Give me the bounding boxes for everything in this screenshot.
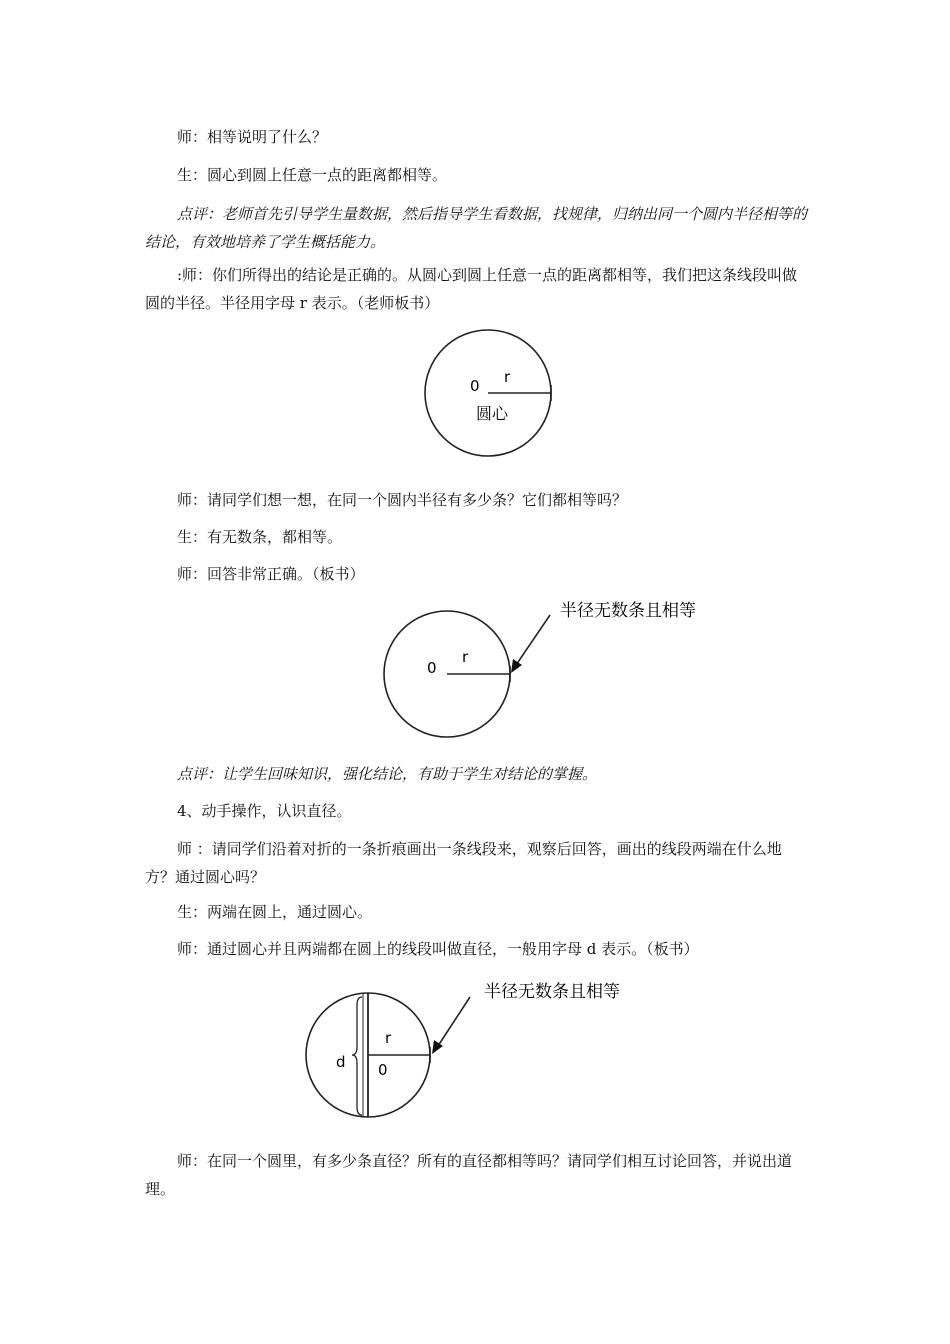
dialogue-student-3: 生：两端在圆上，通过圆心。 xyxy=(177,903,373,921)
radius-label: r xyxy=(504,368,511,386)
dialogue-teacher-1: 师：相等说明了什么？ xyxy=(177,128,328,146)
center-caption: 圆心 xyxy=(476,404,509,423)
circle-radius-figure xyxy=(420,325,560,465)
circle-radii-annotation-figure xyxy=(380,590,740,750)
center-label: 0 xyxy=(470,377,480,395)
radius-label: r xyxy=(462,648,469,666)
radius-label: r xyxy=(385,1029,392,1047)
dialogue-teacher-5: 师 ：请同学们沿着对折的一条折痕画出一条线段来，观察后回答，画出的线段两端在什么地方？通过圆心吗？ xyxy=(145,840,782,886)
center-label: 0 xyxy=(378,1061,388,1079)
annotation-text: 半径无数条且相等 xyxy=(484,982,620,1002)
dialogue-teacher-2: :师：你们所得出的结论是正确的。从圆心到圆上任意一点的距离都相等，我们把这条线段叫做圆的半径。半径用字母 r 表示。（老师板书） xyxy=(145,266,798,312)
section-heading: 4、动手操作，认识直径。 xyxy=(177,802,352,820)
dialogue-student-2: 生：有无数条，都相等。 xyxy=(177,528,343,546)
circle-diameter-figure xyxy=(300,975,680,1125)
dialogue-teacher-4: 师：回答非常正确。（板书） xyxy=(177,565,365,583)
comment-1: 点评：老师首先引导学生量数据，然后指导学生看数据，找规律，归纳出同一个圆内半径相等的结论，有效地培养了学生概括能力。 xyxy=(145,205,808,251)
dialogue-teacher-7: 师：在同一个圆里，有多少条直径？所有的直径都相等吗？请同学们相互讨论回答，并说出道理。 xyxy=(145,1152,793,1198)
dialogue-teacher-3: 师：请同学们想一想，在同一个圆内半径有多少条？它们都相等吗？ xyxy=(177,491,628,509)
comment-2: 点评：让学生回味知识，强化结论，有助于学生对结论的掌握。 xyxy=(177,765,598,783)
annotation-text: 半径无数条且相等 xyxy=(560,601,696,621)
dialogue-student-1: 生：圆心到圆上任意一点的距离都相等。 xyxy=(177,166,448,184)
diameter-label: d xyxy=(336,1053,346,1071)
center-label: 0 xyxy=(427,659,437,677)
dialogue-teacher-6: 师：通过圆心并且两端都在圆上的线段叫做直径，一般用字母 d 表示。（板书） xyxy=(177,940,699,958)
